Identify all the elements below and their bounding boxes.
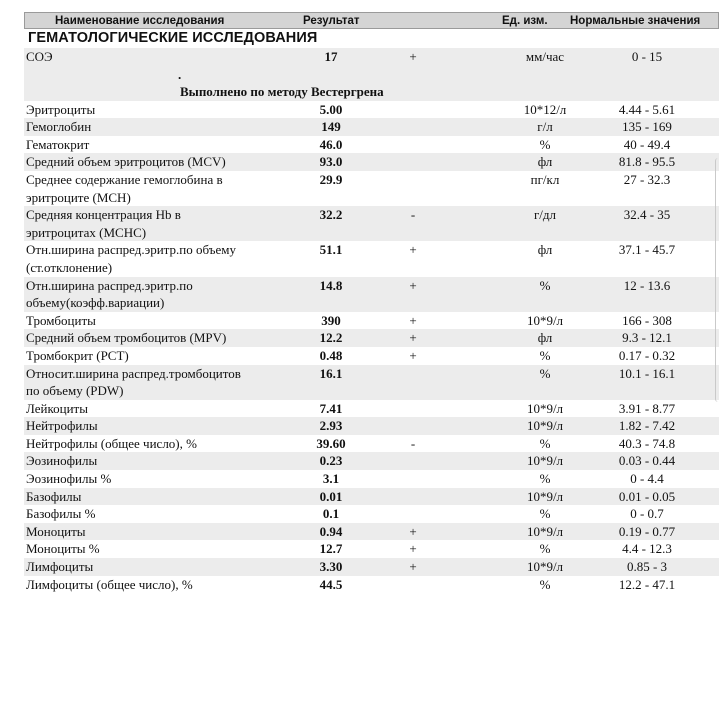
- test-name: [26, 101, 95, 119]
- section-title: ГЕМАТОЛОГИЧЕСКИЕ ИССЛЕДОВАНИЯ: [28, 30, 318, 46]
- test-name-line: Гемоглобин: [26, 119, 92, 135]
- test-unit: %: [539, 471, 551, 487]
- test-result: 5.00: [319, 101, 343, 117]
- table-row-esr: [24, 48, 719, 66]
- test-unit: 10*9/л: [526, 400, 564, 416]
- test-result: 0.48: [319, 347, 343, 363]
- test-result: 16.1: [319, 365, 343, 381]
- test-result: 32.2: [319, 207, 343, 223]
- test-result: 0.01: [319, 488, 343, 504]
- test-result: 0.23: [319, 453, 343, 469]
- test-norm: 4.44 - 5.61: [618, 101, 676, 117]
- test-name-line: Отн.ширина распред.эритр.по: [26, 277, 193, 293]
- test-name-line: Лимфоциты: [26, 559, 94, 575]
- test-unit: фл: [537, 242, 553, 258]
- test-result: 12.2: [319, 330, 343, 346]
- test-unit: 10*9/л: [526, 559, 564, 575]
- test-unit: %: [539, 347, 551, 363]
- table-row: [24, 312, 719, 330]
- test-norm: 3.91 - 8.77: [618, 400, 676, 416]
- test-unit: %: [539, 365, 551, 381]
- test-unit: %: [539, 576, 551, 592]
- test-result: 3.30: [319, 559, 343, 575]
- test-name-line: Относит.ширина распред.тромбоцитов: [26, 365, 241, 381]
- table-row: [24, 505, 719, 523]
- test-unit: %: [539, 541, 551, 557]
- table-row: [24, 118, 719, 136]
- test-result: 12.7: [319, 541, 343, 557]
- test-norm: 9.3 - 12.1: [622, 330, 672, 346]
- test-name-line: Тромбоциты: [26, 312, 96, 328]
- test-result: 14.8: [319, 277, 343, 293]
- table-row: [24, 241, 719, 276]
- test-name: [26, 417, 98, 435]
- table-row: [24, 470, 719, 488]
- test-norm: 0.17 - 0.32: [618, 347, 676, 363]
- test-name: [26, 136, 89, 154]
- test-name-line: эритроците (MCH): [26, 189, 131, 205]
- test-norm: 37.1 - 45.7: [618, 242, 676, 258]
- test-norm: 12.2 - 47.1: [618, 576, 676, 592]
- test-flag: +: [409, 541, 417, 557]
- test-name-line: Нейтрофилы: [26, 418, 98, 434]
- test-result: 39.60: [316, 435, 346, 451]
- test-norm: 40.3 - 74.8: [618, 435, 676, 451]
- test-name: [26, 435, 197, 453]
- test-flag: +: [409, 242, 417, 258]
- test-name: [26, 153, 226, 171]
- test-norm: 0 - 4.4: [630, 471, 664, 487]
- test-unit: 10*9/л: [526, 418, 564, 434]
- test-flag: +: [409, 312, 417, 328]
- table-row: [24, 523, 719, 541]
- table-row: [24, 488, 719, 506]
- test-norm: 32.4 - 35: [623, 207, 671, 223]
- test-norm: 0.03 - 0.44: [618, 453, 676, 469]
- test-name: [26, 277, 193, 312]
- test-name: [26, 171, 223, 206]
- test-result: 0.94: [319, 523, 343, 539]
- test-name-line: Эозинофилы %: [26, 471, 112, 487]
- test-result: 0.1: [322, 506, 340, 522]
- table-row: [24, 153, 719, 171]
- test-norm: 135 - 169: [622, 119, 672, 135]
- table-row: [24, 417, 719, 435]
- test-norm: 0.19 - 0.77: [618, 523, 676, 539]
- test-name-line: Лейкоциты: [26, 400, 88, 416]
- table-row: [24, 576, 719, 594]
- test-name-line: Лимфоциты (общее число), %: [26, 576, 193, 592]
- test-flag: -: [410, 207, 416, 223]
- test-name-line: Отн.ширина распред.эритр.по объему: [26, 242, 236, 258]
- test-norm: 1.82 - 7.42: [618, 418, 676, 434]
- test-name: [26, 329, 226, 347]
- test-name: [26, 400, 88, 418]
- table-row: [24, 400, 719, 418]
- table-row: [24, 136, 719, 154]
- table-row: [24, 329, 719, 347]
- test-flag: +: [409, 277, 417, 293]
- test-name-line: Тромбокрит (PCT): [26, 347, 129, 363]
- test-name: [26, 576, 193, 594]
- test-name-line: Моноциты %: [26, 541, 100, 557]
- test-result: 93.0: [319, 154, 343, 170]
- test-norm: 4.4 - 12.3: [622, 541, 672, 557]
- test-name-line: Средняя концентрация Hb в: [26, 207, 181, 223]
- method-dot: .: [178, 66, 182, 82]
- test-unit: г/дл: [533, 207, 557, 223]
- test-unit: %: [539, 506, 551, 522]
- test-name-line: Нейтрофилы (общее число), %: [26, 435, 197, 451]
- test-result: 29.9: [319, 171, 343, 187]
- test-name: [26, 118, 91, 136]
- table-row: [24, 206, 719, 241]
- test-unit: 10*12/л: [523, 101, 567, 117]
- table-row: [24, 558, 719, 576]
- test-norm: 81.8 - 95.5: [618, 154, 676, 170]
- test-flag: -: [410, 435, 416, 451]
- test-name: [26, 505, 95, 523]
- test-unit: фл: [537, 330, 553, 346]
- test-name-line: по объему (PDW): [26, 383, 124, 399]
- test-norm: 27 - 32.3: [623, 171, 671, 187]
- scrollbar[interactable]: [715, 158, 719, 402]
- test-name: [26, 558, 93, 576]
- test-name-line: Средний объем тромбоцитов (MPV): [26, 330, 227, 346]
- test-name-line: Моноциты: [26, 523, 86, 539]
- test-name-line: Эритроциты: [26, 101, 96, 117]
- test-unit: г/л: [537, 119, 553, 135]
- test-result: 7.41: [319, 400, 343, 416]
- test-result: 44.5: [319, 576, 343, 592]
- test-flag: +: [409, 559, 417, 575]
- header-unit: Ед. изм.: [502, 15, 548, 27]
- lab-report: [24, 12, 719, 593]
- test-name-line: эритроцитах (MCHC): [26, 224, 147, 240]
- test-name: [26, 347, 129, 365]
- results-table: [24, 101, 719, 594]
- method-note: [24, 66, 719, 101]
- test-norm: 0.01 - 0.05: [618, 488, 676, 504]
- test-norm: 0 - 15: [631, 49, 663, 64]
- test-result: 149: [321, 119, 341, 135]
- test-unit: 10*9/л: [526, 453, 564, 469]
- test-name: [26, 488, 81, 506]
- test-name: [26, 452, 97, 470]
- test-unit: 10*9/л: [526, 523, 564, 539]
- test-flag: +: [409, 523, 417, 539]
- header-result: Результат: [303, 15, 360, 27]
- test-name-line: Базофилы %: [26, 506, 96, 522]
- test-name: [26, 523, 86, 541]
- test-norm: 0 - 0.7: [630, 506, 664, 522]
- table-row: [24, 540, 719, 558]
- test-name-line: Эозинофилы: [26, 453, 98, 469]
- test-name: [26, 365, 241, 400]
- test-name: [26, 540, 100, 558]
- test-name: [26, 206, 181, 241]
- table-row: [24, 347, 719, 365]
- test-unit: фл: [537, 154, 553, 170]
- table-row: [24, 277, 719, 312]
- test-norm: 166 - 308: [622, 312, 672, 328]
- test-name: [26, 312, 96, 330]
- table-row: [24, 365, 719, 400]
- test-name-line: Средний объем эритроцитов (MCV): [26, 154, 226, 170]
- header-name: Наименование исследования: [55, 15, 225, 27]
- test-name: [26, 470, 111, 488]
- test-unit: 10*9/л: [526, 488, 564, 504]
- test-unit: пг/кл: [530, 171, 560, 187]
- table-row: [24, 435, 719, 453]
- test-flag: +: [409, 347, 417, 363]
- table-header: [24, 12, 719, 29]
- test-result: 390: [321, 312, 341, 328]
- test-norm: 12 - 13.6: [623, 277, 671, 293]
- test-result: 46.0: [319, 136, 343, 152]
- test-norm: 10.1 - 16.1: [618, 365, 676, 381]
- header-norm: Нормальные значения: [570, 15, 701, 27]
- test-unit: мм/час: [525, 49, 565, 64]
- table-row: [24, 452, 719, 470]
- test-name-line: Среднее содержание гемоглобина в: [26, 171, 223, 187]
- test-unit: 10*9/л: [526, 312, 564, 328]
- test-name-line: Базофилы: [26, 488, 82, 504]
- test-result: 17: [324, 49, 338, 64]
- test-result: 2.93: [319, 418, 343, 434]
- test-unit: %: [539, 435, 551, 451]
- test-name: СОЭ: [26, 49, 53, 64]
- test-norm: 40 - 49.4: [623, 136, 671, 152]
- test-name-line: Гематокрит: [26, 136, 90, 152]
- test-flag: +: [409, 49, 417, 64]
- test-unit: %: [539, 136, 551, 152]
- test-name-line: (ст.отклонение): [26, 259, 113, 275]
- test-norm: 0.85 - 3: [626, 559, 668, 575]
- test-name-line: объему(коэфф.вариации): [26, 295, 165, 311]
- test-unit: %: [539, 277, 551, 293]
- table-row: [24, 171, 719, 206]
- test-flag: +: [409, 330, 417, 346]
- method-text: Выполнено по методу Вестергрена: [180, 83, 384, 99]
- test-result: 3.1: [322, 471, 340, 487]
- test-result: 51.1: [319, 242, 343, 258]
- table-row: [24, 101, 719, 119]
- test-name: [26, 241, 236, 276]
